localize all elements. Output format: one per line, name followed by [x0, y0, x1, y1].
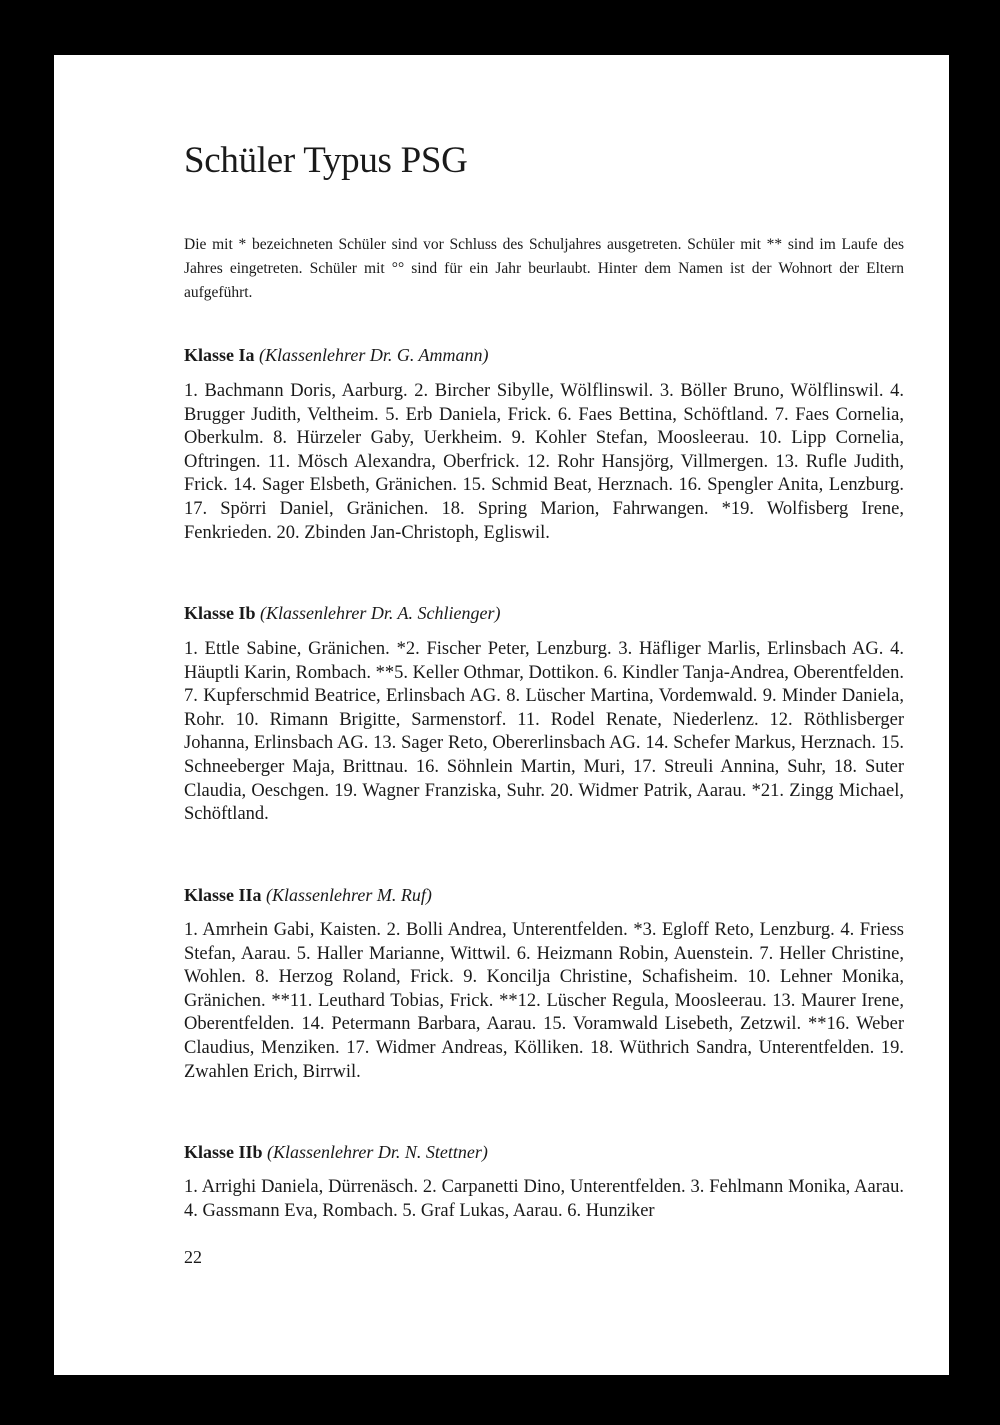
class-teacher: (Klassenlehrer Dr. A. Schlienger) — [260, 603, 501, 623]
section-heading-iia — [184, 885, 432, 906]
class-teacher: (Klassenlehrer Dr. N. Stettner) — [267, 1142, 488, 1162]
section-heading-ib — [184, 603, 501, 624]
page-title: Schüler Typus PSG — [184, 140, 468, 181]
section-heading-ia — [184, 345, 489, 366]
class-label: Klasse IIa — [184, 885, 262, 905]
section-heading-iib — [184, 1142, 488, 1163]
student-list-ib: 1. Ettle Sabine, Gränichen. *2. Fischer Peter, Lenzburg. 3. Häfliger Marlis, Erlinsbach AG. 4. Häuptli Karin, Rombach. **5. Keller Othmar, Dottikon. 6. Kindler Tanja-Andrea, Oberentfelden. 7. Kupferschmid Beatrice, Erlinsbach AG. 8. Lüscher Martina, Vordemwald. 9. Minder Daniela, Rohr. 10. Rimann Brigitte, Sarmenstorf. 11. Rodel Renate, Niederlenz. 12. Röthlisberger Johanna, Erlinsbach AG. 13. Sager Reto, Obererlinsbach AG. 14. Schefer Markus, Herznach. 15. Schneeberger Maja, Brittnau. 16. Söhnlein Martin, Muri, 17. Streuli Annina, Suhr, 18. Suter Claudia, Oeschgen. 19. Wagner Franziska, Suhr. 20. Widmer Patrik, Aarau. *21. Zingg Michael, Schöftland. — [184, 639, 904, 825]
class-label: Klasse Ib — [184, 603, 256, 623]
page-number: 22 — [184, 1247, 202, 1267]
class-label: Klasse Ia — [184, 345, 255, 365]
class-teacher: (Klassenlehrer M. Ruf) — [266, 885, 432, 905]
student-list-iib: 1. Arrighi Daniela, Dürrenäsch. 2. Carpanetti Dino, Unterentfelden. 3. Fehlmann Monika, Aarau. 4. Gassmann Eva, Rombach. 5. Graf Lukas, Aarau. 6. Hunziker — [184, 1177, 904, 1221]
class-teacher: (Klassenlehrer Dr. G. Ammann) — [259, 345, 489, 365]
document-page — [54, 55, 949, 1375]
class-label: Klasse IIb — [184, 1142, 263, 1162]
intro-paragraph: Die mit * bezeichneten Schüler sind vor Schluss des Schuljahres ausgetreten. Schüler mit ** sind im Laufe des Jahres eingetreten. Schüler mit °° sind für ein Jahr beurlaubt. Hinter dem Namen ist der Wohnort der Eltern aufgeführt. — [184, 236, 904, 301]
student-list-iia: 1. Amrhein Gabi, Kaisten. 2. Bolli Andrea, Unterentfelden. *3. Egloff Reto, Lenzburg. 4. Friess Stefan, Aarau. 5. Haller Marianne, Wittwil. 6. Heizmann Robin, Auenstein. 7. Heller Christine, Wohlen. 8. Herzog Roland, Frick. 9. Koncilja Christine, Schafisheim. 10. Lehner Monika, Gränichen. **11. Leuthard Tobias, Frick. **12. Lüscher Regula, Moosleerau. 13. Maurer Irene, Oberentfelden. 14. Petermann Barbara, Aarau. 15. Voramwald Lisebeth, Zetzwil. **16. Weber Claudius, Menziken. 17. Widmer Andreas, Kölliken. 18. Wüthrich Sandra, Unterentfelden. 19. Zwahlen Erich, Birrwil. — [184, 920, 904, 1082]
student-list-ia: 1. Bachmann Doris, Aarburg. 2. Bircher Sibylle, Wölflinswil. 3. Böller Bruno, Wölflinswil. 4. Brugger Judith, Veltheim. 5. Erb Daniela, Frick. 6. Faes Bettina, Schöftland. 7. Faes Cornelia, Oberkulm. 8. Hürzeler Gaby, Uerkheim. 9. Kohler Stefan, Moosleerau. 10. Lipp Cornelia, Oftringen. 11. Mösch Alexandra, Oberfrick. 12. Rohr Hansjörg, Villmergen. 13. Rufle Judith, Frick. 14. Sager Elsbeth, Gränichen. 15. Schmid Beat, Herznach. 16. Spengler Anita, Lenzburg. 17. Spörri Daniel, Gränichen. 18. Spring Marion, Fahrwangen. *19. Wolfisberg Irene, Fenkrieden. 20. Zbinden Jan-Christoph, Egliswil. — [184, 381, 904, 543]
